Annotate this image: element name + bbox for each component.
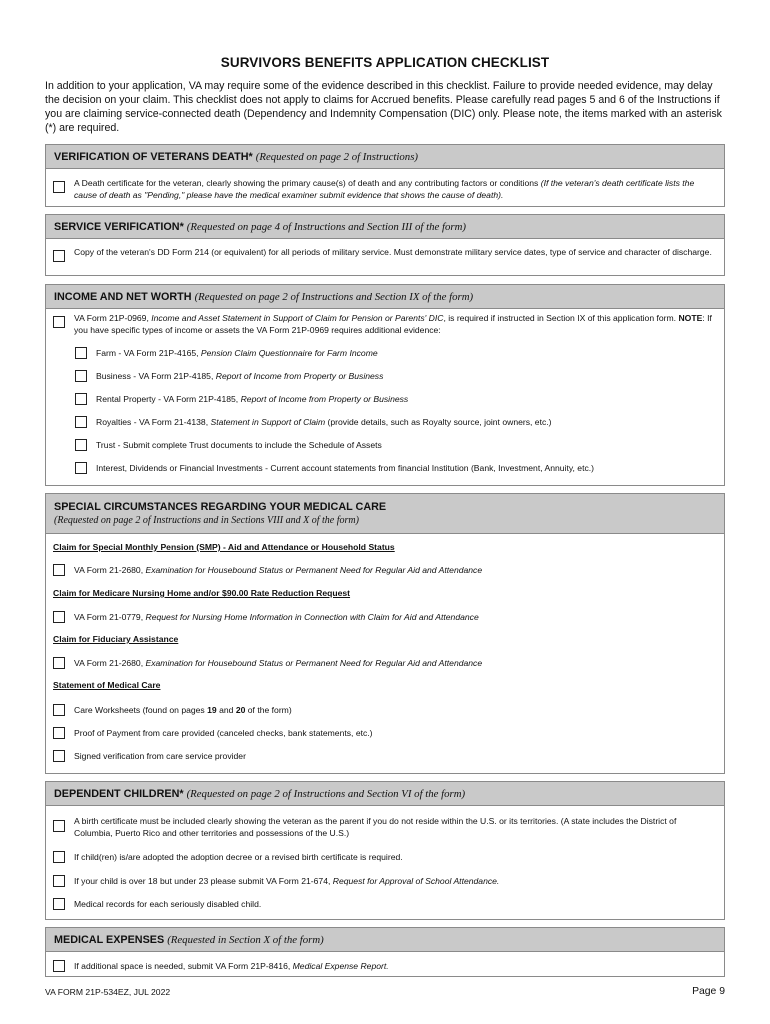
checkbox[interactable]: [53, 704, 65, 716]
checklist-item: [53, 704, 716, 716]
section-note: (Requested in Section X of the form): [167, 933, 324, 946]
item-italic: Examination for Housebound Status or Permanent Need for Regular Aid and Attendance: [145, 658, 483, 668]
section-header: [46, 494, 724, 534]
item-text: Proof of Payment from care provided (canceled checks, bank statements, etc.): [74, 728, 373, 738]
section-note: (Requested on page 2 of Instructions and Section VI of the form): [186, 787, 466, 800]
intro-paragraph: In addition to your application, VA may require some of the evidence described in this checklist. Failure to provide needed evidence, may delay the decision on your claim. This checklist does not apply to claims for Accrued benefits. Please carefully read pages 5 and 6 of the Instructions if you are claiming service-connected death (Dependency and Indemnity Compensation (DIC) only. Please note, the items marked with an asterisk (*) are required.: [45, 80, 722, 134]
section-medical-expenses: [45, 927, 725, 977]
checkbox[interactable]: [75, 370, 87, 382]
item-text: VA Form 21-2680,: [74, 565, 146, 575]
checklist-item: [53, 611, 716, 623]
item-text: Medical records for each seriously disabled child.: [74, 899, 262, 909]
subheading-smp: Claim for Special Monthly Pension (SMP) - Aid and Attendance or Household Status: [53, 542, 395, 552]
section-header: [46, 782, 724, 806]
item-italic: Pension Claim Questionnaire for Farm Income: [200, 348, 378, 358]
item-italic: Statement in Support of Claim: [210, 417, 326, 427]
item-italic: Examination for Housebound Status or Permanent Need for Regular Aid and Attendance: [145, 565, 483, 575]
checklist-item: [53, 898, 716, 910]
subheading-fiduciary: Claim for Fiduciary Assistance: [53, 634, 179, 644]
subheading-statement-medical-care: Statement of Medical Care: [53, 680, 161, 690]
section-income-net-worth: [45, 284, 725, 486]
checklist-item: [53, 750, 716, 762]
section-medical-care: [45, 493, 725, 774]
section-header: [46, 215, 724, 239]
checkbox[interactable]: [53, 657, 65, 669]
item-text: Royalties - VA Form 21-4138,: [96, 417, 211, 427]
checkbox[interactable]: [53, 820, 65, 832]
subheading-nursing-home: Claim for Medicare Nursing Home and/or $90.00 Rate Reduction Request: [53, 588, 351, 598]
section-dependent-children: [45, 781, 725, 920]
checklist-item: [53, 312, 716, 336]
checklist-item: [53, 657, 716, 669]
item-text: A Death certificate for the veteran, clearly showing the primary cause(s) of death and any contributing factors or conditions: [74, 178, 541, 188]
section-note: (Requested on page 2 of Instructions): [255, 150, 418, 163]
item-text: Care Worksheets (found on pages: [74, 705, 208, 715]
form-number: VA FORM 21P-534EZ, JUL 2022: [45, 987, 171, 997]
sub-item-business: [75, 370, 716, 382]
item-text: , is required if instructed in Section IX of this application form.: [443, 313, 679, 323]
checkbox[interactable]: [53, 750, 65, 762]
item-text: VA Form 21-0779,: [74, 612, 146, 622]
checkbox[interactable]: [75, 439, 87, 451]
checkbox[interactable]: [53, 564, 65, 576]
checkbox[interactable]: [53, 250, 65, 262]
item-text: If child(ren) is/are adopted the adoption decree or a revised birth certificate is required.: [74, 852, 403, 862]
item-text: If your child is over 18 but under 23 please submit VA Form 21-674,: [74, 876, 333, 886]
item-text: Business - VA Form 21P-4185,: [96, 371, 216, 381]
checkbox[interactable]: [53, 898, 65, 910]
sub-item-trust: [75, 439, 716, 451]
section-header: [46, 145, 724, 169]
section-title: MEDICAL EXPENSES: [54, 933, 165, 946]
item-text: (provide details, such as Royalty source, joint owners, etc.): [325, 417, 552, 427]
item-text: VA Form 21P-0969,: [74, 313, 152, 323]
sub-item-farm: [75, 347, 716, 359]
checkbox[interactable]: [53, 960, 65, 972]
checkbox[interactable]: [75, 347, 87, 359]
item-text: : If you have specific types of income or assets the VA Form 21P-0969 requires additional evidence:: [74, 313, 712, 335]
section-title: SERVICE VERIFICATION*: [54, 220, 184, 233]
checkbox[interactable]: [53, 181, 65, 193]
item-text: A birth certificate must be included clearly showing the veteran as the parent if you do not reside within the U.S. or its territories. (A state includes the District of Columbia, Puerto Rico and other territories and possessions of the U.S.): [74, 816, 677, 838]
item-text: Rental Property - VA Form 21P-4185,: [96, 394, 241, 404]
item-italic: Income and Asset Statement in Support of Claim for Pension or Parents' DIC: [151, 313, 444, 323]
item-text: VA Form 21-2680,: [74, 658, 146, 668]
item-text: Interest, Dividends or Financial Investments - Current account statements from financial Institution (Bank, Investment, Annuity, etc.): [96, 463, 595, 473]
item-italic: Request for Approval of School Attendance.: [332, 876, 500, 886]
checklist-item: [53, 875, 716, 887]
note-label: NOTE: [678, 313, 703, 323]
checklist-item: [53, 564, 716, 576]
checklist-item: [53, 960, 716, 972]
item-italic: Medical Expense Report.: [292, 961, 389, 971]
checkbox[interactable]: [75, 416, 87, 428]
page-title: SURVIVORS BENEFITS APPLICATION CHECKLIST: [220, 55, 550, 70]
item-text: and: [216, 705, 236, 715]
section-note: (Requested on page 4 of Instructions and Section III of the form): [186, 220, 466, 233]
page-ref: 20: [235, 705, 246, 715]
checklist-item: [53, 246, 716, 262]
item-italic: Report of Income from Property or Business: [240, 394, 409, 404]
item-text: Farm - VA Form 21P-4165,: [96, 348, 201, 358]
page-ref: 19: [207, 705, 217, 715]
section-service-verification: [45, 214, 725, 276]
section-title: INCOME AND NET WORTH: [54, 290, 192, 303]
item-italic: (If the veteran's death certificate lists the cause of death as "Pending," please have the medical examiner submit evidence that shows the cause of death).: [74, 178, 695, 200]
section-header: [46, 928, 724, 952]
item-italic: Report of Income from Property or Business: [215, 371, 384, 381]
checklist-item: [53, 177, 716, 201]
section-title: DEPENDENT CHILDREN*: [54, 787, 184, 800]
sub-item-investments: [75, 462, 716, 474]
page-number: Page 9: [692, 986, 725, 997]
checkbox[interactable]: [75, 462, 87, 474]
checklist-item: [53, 727, 716, 739]
item-italic: Request for Nursing Home Information in Connection with Claim for Aid and Attendance: [145, 612, 479, 622]
section-title: SPECIAL CIRCUMSTANCES REGARDING YOUR MEDICAL CARE: [54, 500, 387, 513]
checklist-item: [53, 851, 716, 863]
section-note: (Requested on page 2 of Instructions and Section IX of the form): [194, 290, 474, 303]
checkbox[interactable]: [53, 851, 65, 863]
section-note: (Requested on page 2 of Instructions and in Sections VIII and X of the form): [54, 514, 359, 526]
item-text: If additional space is needed, submit VA Form 21P-8416,: [74, 961, 293, 971]
section-title: VERIFICATION OF VETERANS DEATH*: [54, 150, 253, 163]
section-header: [46, 285, 724, 309]
checkbox[interactable]: [53, 875, 65, 887]
checklist-item: [53, 815, 716, 839]
checkbox[interactable]: [53, 316, 65, 328]
checkbox[interactable]: [53, 611, 65, 623]
section-veterans-death: [45, 144, 725, 207]
item-text: of the form): [245, 705, 292, 715]
sub-item-rental: [75, 393, 716, 405]
item-text: Signed verification from care service provider: [74, 751, 246, 761]
checkbox[interactable]: [53, 727, 65, 739]
sub-item-royalties: [75, 416, 716, 428]
item-text: Copy of the veteran's DD Form 214 (or equivalent) for all periods of military service. Must demonstrate military service dates, type of service and character of discharge.: [74, 247, 712, 257]
item-text: Trust - Submit complete Trust documents to include the Schedule of Assets: [96, 440, 382, 450]
checkbox[interactable]: [75, 393, 87, 405]
